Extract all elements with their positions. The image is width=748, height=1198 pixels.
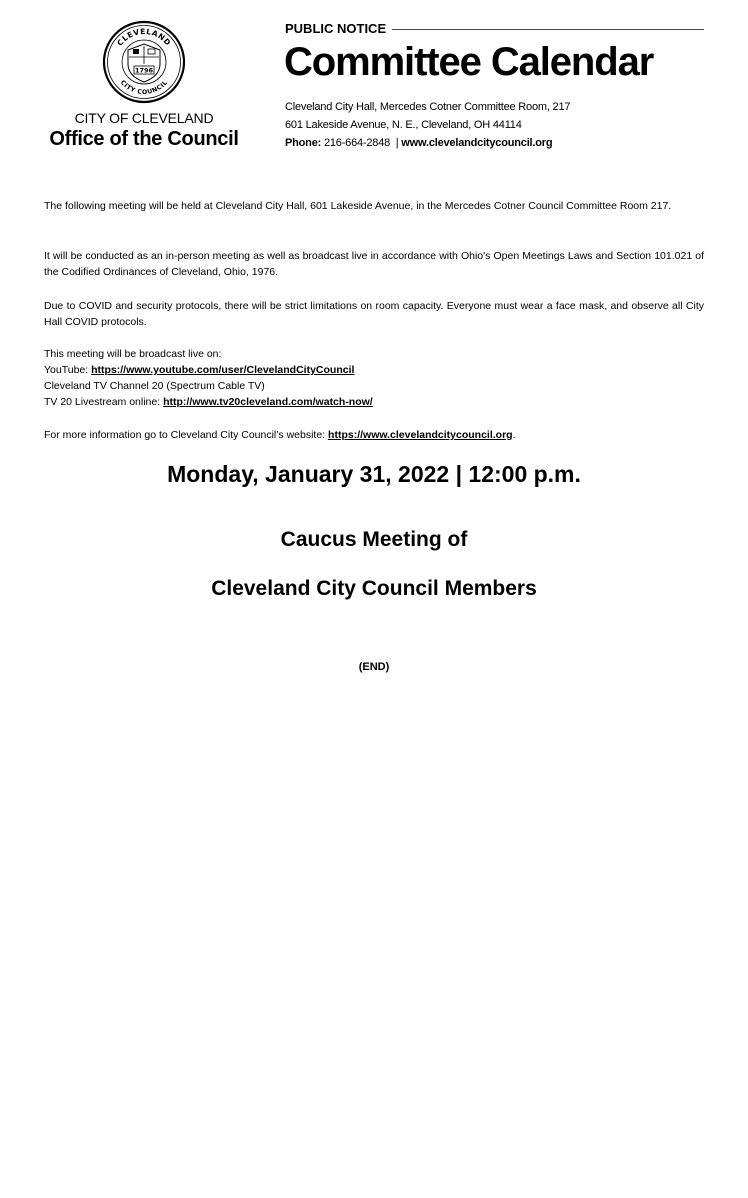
more-info-period: . bbox=[512, 429, 516, 441]
youtube-label: YouTube: bbox=[44, 364, 89, 376]
city-seal bbox=[102, 20, 186, 104]
livestream-label: TV 20 Livestream online: bbox=[44, 396, 161, 408]
meeting-title-line-2: Cleveland City Council Members bbox=[211, 577, 537, 600]
paragraph-conduct: It will be conducted as an in-person meeting as well as broadcast live in accordance with Ohio's Open Meetings Laws and Section 101.021 of the Codified Ordinances of Cleveland, Ohio, 1976. bbox=[44, 250, 704, 278]
phone-label: Phone: bbox=[285, 137, 322, 149]
org-office-name: Office of the Council bbox=[49, 128, 239, 150]
council-website-link[interactable]: https://www.clevelandcitycouncil.org bbox=[328, 429, 513, 441]
seal-bottom-text: CITY COUNCIL bbox=[118, 79, 170, 97]
broadcast-info bbox=[44, 346, 704, 410]
address-line-2: 601 Lakeside Avenue, N. E., Cleveland, OH 44114 bbox=[285, 119, 522, 131]
paragraph-covid: Due to COVID and security protocols, there will be strict limitations on room capacity. Everyone must wear a face mask, and observe all City Hall COVID protocols. bbox=[44, 300, 704, 328]
contact-separator: | bbox=[395, 137, 399, 149]
end-marker: (END) bbox=[358, 661, 390, 673]
org-city-name: CITY OF CLEVELAND bbox=[74, 110, 214, 126]
tv-channel-line: Cleveland TV Channel 20 (Spectrum Cable TV) bbox=[44, 380, 265, 392]
youtube-line bbox=[44, 362, 704, 378]
website-link[interactable]: www.clevelandcitycouncil.org bbox=[401, 137, 553, 149]
more-info-line bbox=[44, 427, 704, 443]
seal-year: 1796 bbox=[134, 66, 154, 75]
broadcast-intro: This meeting will be broadcast live on: bbox=[44, 348, 222, 360]
seal-top-text: CLEVELAND bbox=[115, 26, 173, 48]
youtube-link[interactable]: https://www.youtube.com/user/ClevelandCityCouncil bbox=[91, 364, 355, 376]
livestream-line bbox=[44, 394, 704, 410]
seal-icon bbox=[102, 20, 186, 104]
contact-line bbox=[285, 137, 552, 149]
livestream-link[interactable]: http://www.tv20cleveland.com/watch-now/ bbox=[163, 396, 373, 408]
paragraph-location: The following meeting will be held at Cleveland City Hall, 601 Lakeside Avenue, in the Mercedes Cotner Council Committee Room 217. bbox=[44, 200, 672, 212]
page-title: Committee Calendar bbox=[284, 40, 654, 84]
meeting-datetime: Monday, January 31, 2022 | 12:00 p.m. bbox=[167, 461, 581, 487]
header-rule bbox=[392, 29, 704, 30]
public-notice-label: PUBLIC NOTICE bbox=[285, 21, 387, 36]
more-info-text: For more information go to Cleveland City Council’s website: bbox=[44, 429, 326, 441]
meeting-title-line-1: Caucus Meeting of bbox=[280, 528, 468, 551]
phone-number: 216-664-2848 bbox=[323, 137, 391, 149]
address-line-1: Cleveland City Hall, Mercedes Cotner Committee Room, 217 bbox=[285, 101, 571, 113]
